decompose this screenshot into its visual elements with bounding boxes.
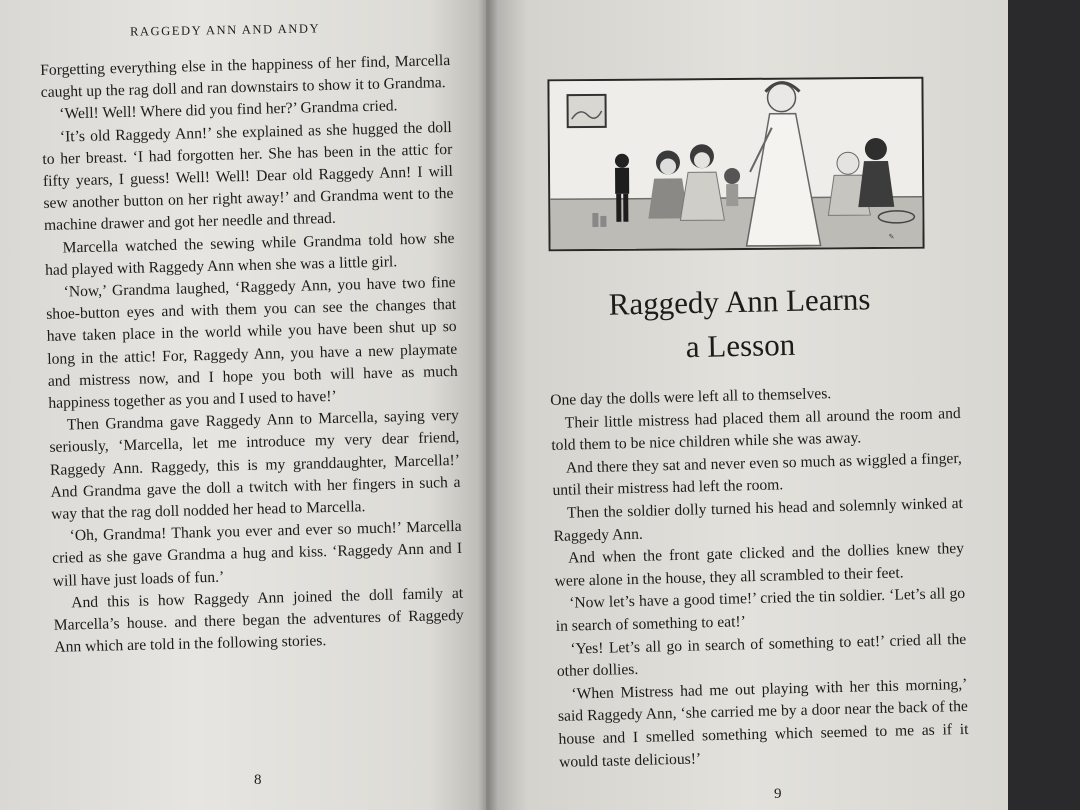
paragraph: Forgetting everything else in the happiness of her find, Marcella caught up the rag doll and ran downstairs to show it to Grandma. xyxy=(40,51,451,102)
paragraph: Their little mistress had placed them all around the room and told them to be nice children while she was away. xyxy=(551,404,961,455)
paragraph: And this is how Raggedy Ann joined the doll family at Marcella’s house. and there began the adventures of Raggedy Ann which are told in the following stories. xyxy=(53,584,464,657)
running-head: RAGGEDY ANN AND ANDY xyxy=(129,21,321,39)
book-gutter-shadow xyxy=(478,0,498,810)
right-page-body xyxy=(550,380,969,774)
chapter-title-line-1: Raggedy Ann Learns xyxy=(608,281,871,322)
paragraph: ‘Well! Well! Where did you find her?’ Grandma cried. xyxy=(59,97,398,123)
paragraph: ‘Now,’ Grandma laughed, ‘Raggedy Ann, you have two fine shoe-button eyes and with them you can see the changes that have taken place in the world while you have been shut up so long in the attic! For, Raggedy Ann, you have a new playmate and mistress now, and I hope you both will have as much happiness together as you and I used to have!’ xyxy=(46,273,458,412)
paragraph: Then Grandma gave Raggedy Ann to Marcella, saying very seriously, ‘Marcella, let me introduce my very dear friend, Raggedy Ann. Raggedy, this is my granddaughter, Marcella!’ And Grandma gave the doll a twitch with her fingers in such a way that the rag doll nodded her head to Marcella. xyxy=(49,407,461,523)
left-page-body xyxy=(40,50,465,659)
page-number-right: 9 xyxy=(774,786,782,802)
chapter-illustration xyxy=(547,77,924,252)
paragraph: Marcella watched the sewing while Grandma told how she had played with Raggedy Ann when she was a little girl. xyxy=(44,229,455,279)
chapter-title xyxy=(559,276,921,372)
paragraph: ‘Oh, Grandma! Thank you ever and ever so much!’ Marcella cried as she gave Grandma a hug and kiss. ‘Raggedy Ann and I will have just loads of fun.’ xyxy=(51,518,463,590)
page-number-left: 8 xyxy=(254,772,262,788)
paragraph: ‘It’s old Raggedy Ann!’ she explained as she hugged the doll to her breast. ‘I had forgotten her. She has been in the attic for fifty years, I guess! Well! Well! Dear old Raggedy Ann! I will sew another button on her right away!’ and Grandma went to the machine drawer and got her needle and thread. xyxy=(42,118,454,235)
svg-text:✎: ✎ xyxy=(888,232,895,241)
left-page xyxy=(0,0,488,810)
paragraph: And there they sat and never even so much as wiggled a finger, until their mistress had left the room. xyxy=(552,449,962,500)
paragraph: Then the soldier dolly turned his head and solemnly winked at Raggedy Ann. xyxy=(553,494,964,545)
paragraph: ‘When Mistress had me out playing with her this morning,’ said Raggedy Ann, ‘she carried me by a door near the back of the house and I smelled something which seemed to me as if it would taste delicious!’ xyxy=(557,675,969,771)
wall-picture-frame xyxy=(568,95,606,127)
paragraph: ‘Now let’s have a good time!’ cried the tin soldier. ‘Let’s all go in search of something to eat!’ xyxy=(555,585,966,635)
paragraph: ‘Yes! Let’s all go in search of something to eat!’ cried all the other dollies. xyxy=(556,630,967,681)
desk-background xyxy=(1008,0,1080,810)
chapter-title-line-2: a Lesson xyxy=(685,326,796,365)
paragraph: And when the front gate clicked and the dollies knew they were alone in the house, they all scrambled to their feet. xyxy=(554,540,965,590)
paragraph: One day the dolls were left all to themselves. xyxy=(550,385,832,409)
